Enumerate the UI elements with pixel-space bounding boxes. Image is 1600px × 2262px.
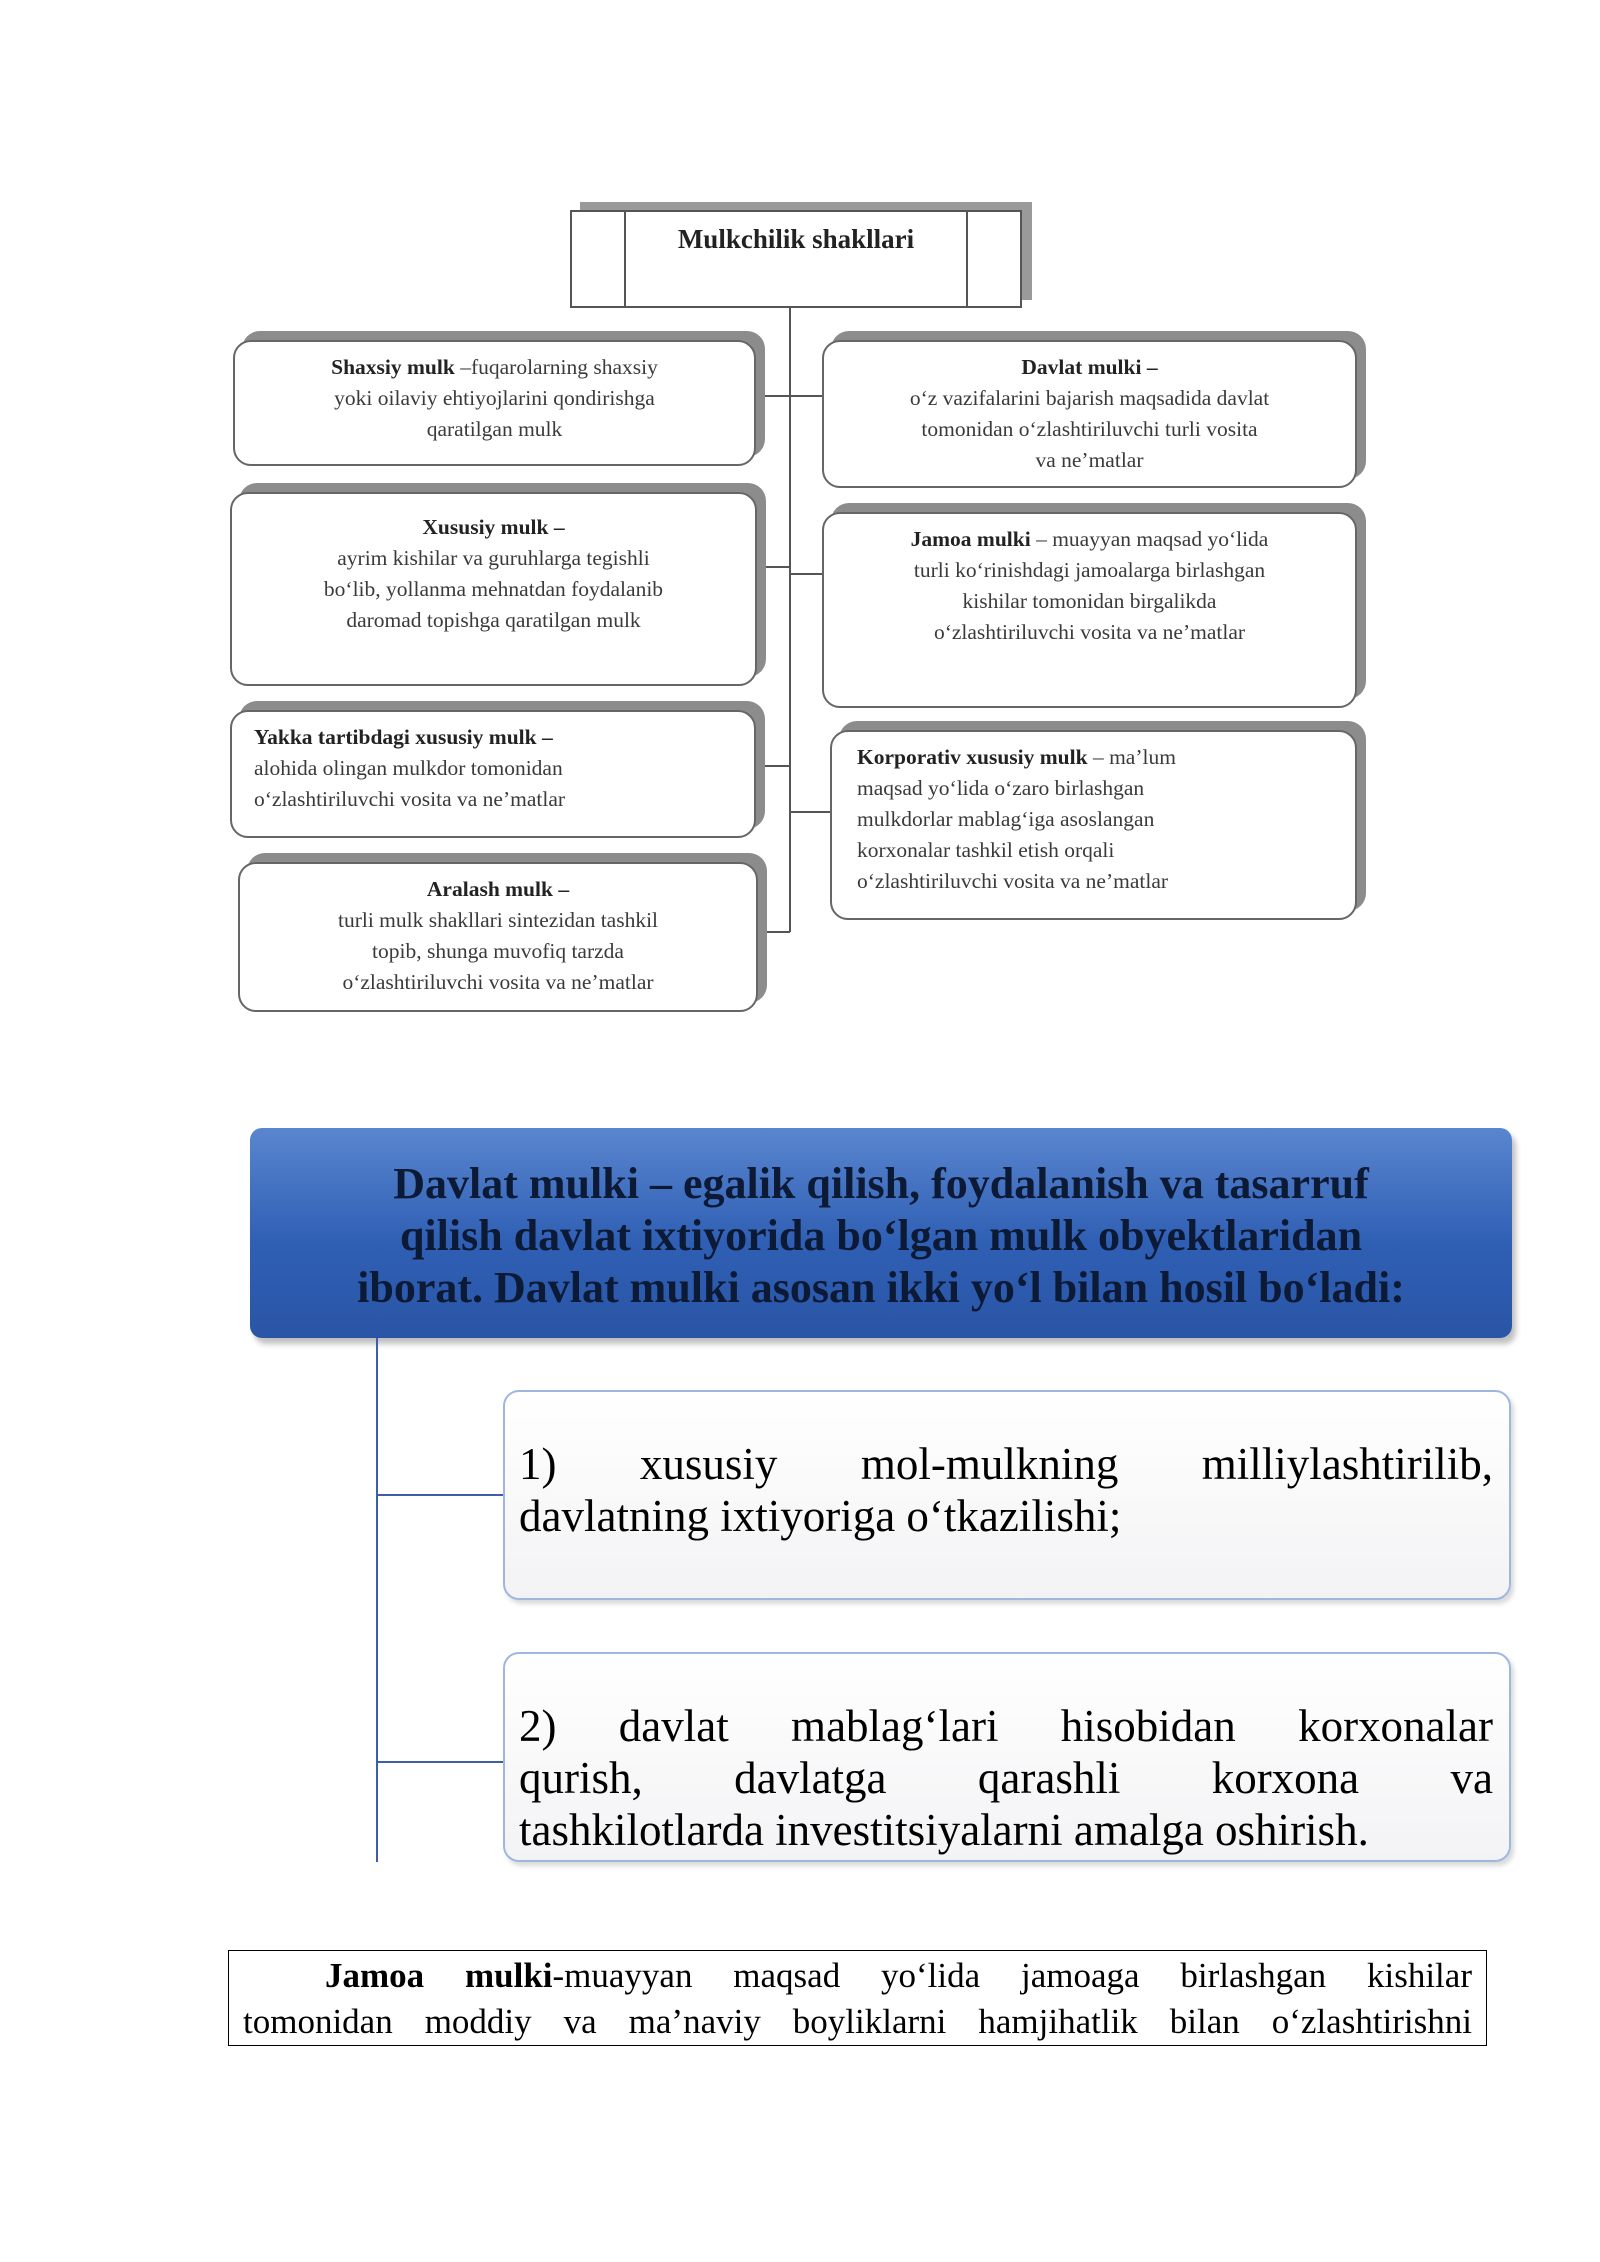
branch-line-1 [376,1494,504,1496]
branch-vertical-line [376,1338,378,1862]
node-line: mulkdorlar mablag‘iga asoslangan [857,807,1155,831]
diagram-title-box [570,210,1022,308]
node-line: o‘z vazifalarini bajarish maqsadida davlat [909,386,1270,410]
node-line: ayrim kishilar va guruhlarga tegishli [337,546,650,570]
node-korporativ-xususiy-mulk [830,730,1357,920]
method-item-2 [503,1652,1511,1862]
term: Jamoa mulki [325,1956,553,1995]
node-line: turli ko‘rinishdagi jamoalarga birlashgan [913,558,1266,582]
diagram-title: Mulkchilik shakllari [677,224,915,254]
item-line: 2) davlat mablag‘lari hisobidan korxonalar [519,1701,1493,1751]
node-heading: Jamoa mulki [910,527,1031,551]
node-heading: Xususiy mulk – [422,515,565,539]
node-jamoa-mulki [822,512,1357,708]
node-line: turli mulk shakllari sintezidan tashkil [337,908,659,932]
item-line: tashkilotlarda investitsiyalarni amalga oshirish. [519,1805,1369,1855]
node-line: alohida olingan mulkdor tomonidan [254,756,563,780]
item-line: 1) xususiy mol-mulkning milliylashtirilib, [519,1439,1493,1489]
node-line: bo‘lib, yollanma mehnatdan foydalanib [323,577,664,601]
node-xususiy-mulk [230,492,757,686]
definition-line: qilish davlat ixtiyorida bo‘lgan mulk obyektlaridan [399,1211,1363,1260]
branch-line-2 [376,1761,504,1763]
node-heading: Shaxsiy mulk [331,355,455,379]
node-line: kishilar tomonidan birgalikda [962,589,1217,613]
node-yakka-tartibdagi-xususiy-mulk [230,710,756,838]
node-heading: Yakka tartibdagi xususiy mulk – [254,725,553,749]
method-item-1 [503,1390,1511,1600]
collective-property-text-box [228,1950,1487,2046]
node-line: yoki oilaviy ehtiyojlarini qondirishga [334,386,655,410]
node-davlat-mulki [822,340,1357,488]
node-heading: Aralash mulk – [426,877,570,901]
node-line: daromad topishga qaratilgan mulk [346,608,641,632]
text-line: -muayyan maqsad yo‘lida jamoaga birlashgan kishilar [552,1956,1472,1995]
node-line: tomonidan o‘zlashtiriluvchi turli vosita [921,417,1258,441]
node-aralash-mulk [238,862,758,1012]
node-line: qaratilgan mulk [426,417,563,441]
node-line: o‘zlashtiriluvchi vosita va ne’matlar [857,869,1169,893]
node-shaxsiy-mulk: Shaxsiy mulk –fuqarolarning shaxsiy yoki oilaviy ehtiyojlarini qondirishga qaratilgan mulk [233,340,756,466]
node-line: o‘zlashtiriluvchi vosita va ne’matlar [342,970,654,994]
node-heading: Korporativ xususiy mulk [857,745,1088,769]
node-line: maqsad yo‘lida o‘zaro birlashgan [857,776,1145,800]
node-line: o‘zlashtiriluvchi vosita va ne’matlar [933,620,1246,644]
node-line: topib, shunga muvofiq tarzda [372,939,624,963]
node-heading: Davlat mulki – [1021,355,1158,379]
definition-line: Davlat mulki – egalik qilish, foydalanish va tasarruf [393,1159,1369,1208]
state-property-definition-box [250,1128,1512,1338]
ownership-forms-diagram [0,0,1600,1040]
item-line: davlatning ixtiyoriga o‘tkazilishi; [519,1491,1122,1541]
node-line: korxonalar tashkil etish orqali [857,838,1115,862]
node-line: – muayyan maqsad yo‘lida [1030,527,1269,551]
definition-line: iborat. Davlat mulki asosan ikki yo‘l bilan hosil bo‘ladi: [357,1263,1405,1312]
node-line: – ma’lum [1087,745,1176,769]
node-line: va ne’matlar [1035,448,1144,472]
state-property-diagram [0,1100,1600,1900]
item-line: qurish, davlatga qarashli korxona va [519,1753,1493,1803]
node-line: o‘zlashtiriluvchi vosita va ne’matlar [254,787,566,811]
text-line: tomonidan moddiy va ma’naviy boyliklarni hamjihatlik bilan o‘zlashtirishni [243,2002,1472,2041]
